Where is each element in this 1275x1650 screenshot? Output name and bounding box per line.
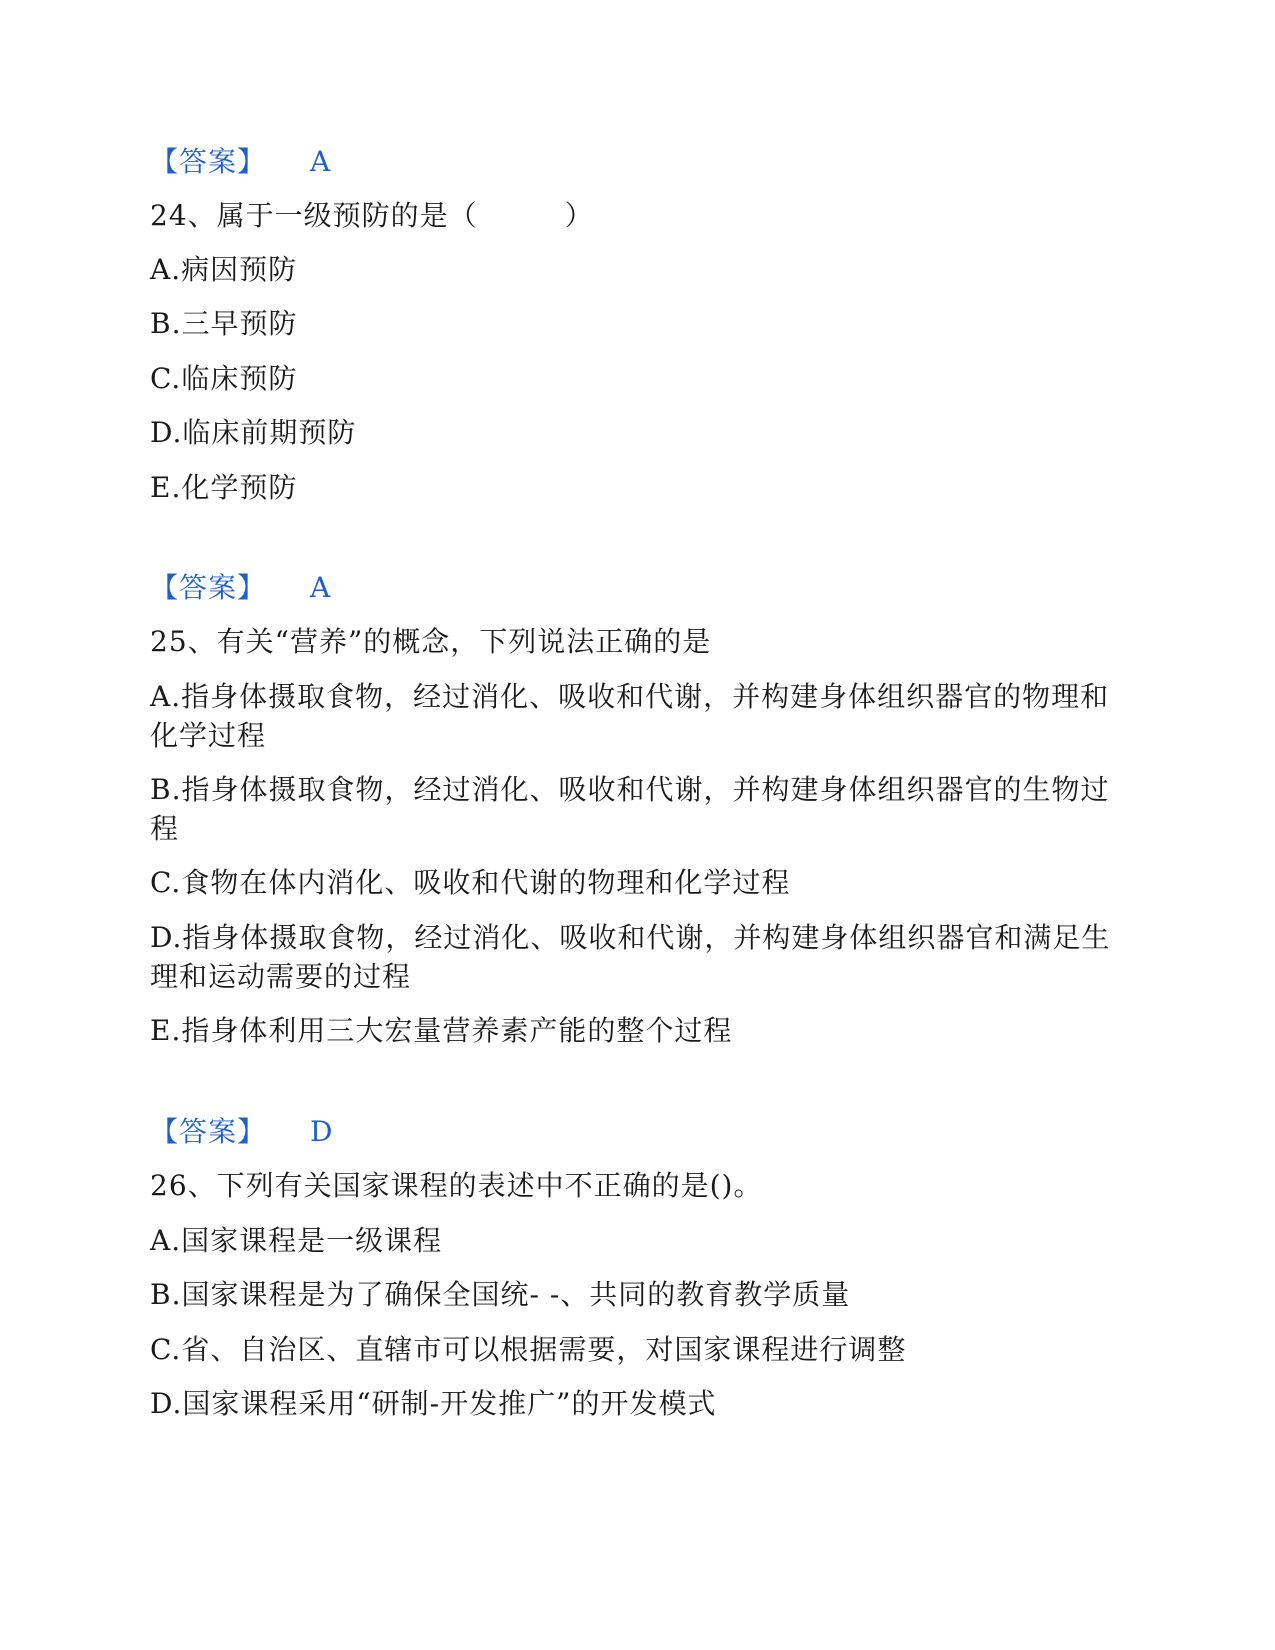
- question-24-option-b: B.三早预防: [150, 307, 298, 340]
- answer-line: [150, 142, 1110, 182]
- answer-label: 【答案】: [150, 145, 267, 178]
- question-26-option-a: A.国家课程是一级课程: [150, 1224, 443, 1257]
- question-24-option-d: D.临床前期预防: [150, 416, 357, 449]
- question-24-option-e: E.化学预防: [150, 471, 298, 504]
- question-25-option-e: E.指身体利用三大宏量营养素产能的整个过程: [150, 1014, 733, 1047]
- question-26-option-d: D.国家课程采用“研制-开发推广”的开发模式: [150, 1387, 717, 1420]
- question-26-option-c: C.省、自治区、直辖市可以根据需要，对国家课程进行调整: [150, 1333, 907, 1366]
- question-24-stem: 24、属于一级预防的是（ ）: [150, 199, 594, 232]
- question-25-option-b: B.指身体摄取食物，经过消化、吸收和代谢，并构建身体组织器官的生物过: [150, 773, 1110, 806]
- question-25-option-d-cont: 理和运动需要的过程: [150, 960, 412, 993]
- question-25-option-b-cont: 程: [150, 812, 180, 845]
- answer-line: [150, 568, 1110, 608]
- answer-line: [150, 1112, 1110, 1152]
- answer-value: D: [310, 1115, 334, 1148]
- question-25-option-d: D.指身体摄取食物，经过消化、吸收和代谢，并构建身体组织器官和满足生: [150, 921, 1111, 954]
- question-24-option-a: A.病因预防: [150, 253, 298, 286]
- question-26-stem: 26、下列有关国家课程的表述中不正确的是()。: [150, 1169, 763, 1202]
- answer-value: A: [310, 571, 332, 604]
- question-25-option-c: C.食物在体内消化、吸收和代谢的物理和化学过程: [150, 866, 791, 899]
- answer-label: 【答案】: [150, 1115, 267, 1148]
- question-25-stem: 25、有关“营养”的概念，下列说法正确的是: [150, 625, 712, 658]
- question-26-option-b: B.国家课程是为了确保全国统- -、共同的教育教学质量: [150, 1278, 851, 1311]
- question-25-option-a: A.指身体摄取食物，经过消化、吸收和代谢，并构建身体组织器官的物理和: [150, 680, 1110, 713]
- question-25-option-a-cont: 化学过程: [150, 719, 267, 752]
- answer-value: A: [310, 145, 332, 178]
- answer-label: 【答案】: [150, 571, 267, 604]
- question-24-option-c: C.临床预防: [150, 362, 298, 395]
